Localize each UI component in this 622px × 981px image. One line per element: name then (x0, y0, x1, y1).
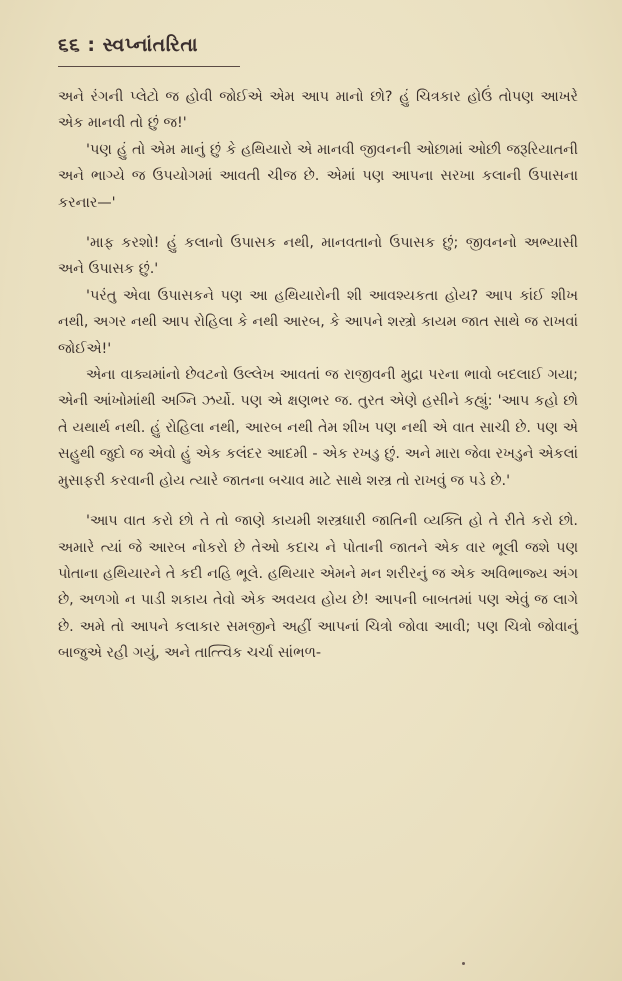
body-text (58, 84, 578, 667)
chapter-title: સ્વપ્નાંતરિતા (102, 34, 199, 56)
header-underline (58, 66, 240, 67)
header-separator: : (87, 34, 96, 56)
paragraph: અને રંગની પ્લેટો જ હોવી જોઈએ એમ આપ માનો છો? હું ચિત્રકાર હોઉં તોપણ આખરે એક માનવી તો છું જ!' (58, 89, 578, 132)
paragraph: 'આપ વાત કરો છો તે તો જાણે કાયમી શસ્ત્રધારી જાતિની વ્યક્તિ હો તે રીતે કરો છો. અમારે ત્યાં જે આરબ નોકરો છે તેઓ કદાચ ને પોતાની જાતને એક વાર ભૂલી જશે પણ પોતાના હથિયારને તે કદી નહિ ભૂલે. હથિયાર એમને મન શરીરનું જ એક અવિભાજ્ય અંગ છે, અળગો ન પાડી શકાય તેવો એક અવયવ હોય છે! આપની બાબતમાં પણ એવું જ લાગે છે. અમે તો આપને કલાકાર સમજીને અહીં આપનાં ચિત્રો જોવા આવી; પણ ચિત્રો જોવાનું બાજુએ રહી ગયું, અને તાત્ત્વિક ચર્ચા સાંભળ- (58, 513, 578, 662)
paragraph: 'માફ કરશો! હું કલાનો ઉપાસક નથી, માનવતાનો ઉપાસક છું; જીવનનો અભ્યાસી અને ઉપાસક છું.' (58, 235, 578, 278)
page-number: ૬૬ (58, 34, 81, 56)
paragraph: એના વાક્યમાંનો છેવટનો ઉલ્લેખ આવતાં જ રાજીવની મુદ્રા પરના ભાવો બદલાઈ ગયા; એની આંખોમાંથી અગ્નિ ઝર્યો. પણ એ ક્ષણભર જ. તુરત એણે હસીને કહ્યું: 'આપ કહો છો તે યથાર્થ નથી. હું રોહિલા નથી, આરબ નથી તેમ શીખ પણ નથી એ વાત સાચી છે. પણ એ સહુથી જુદો જ એવો હું એક કલંદર આદમી - એક રખડુ છું. અને મારા જેવા રખડુને એકલાં મુસાફરી કરવાની હોય ત્યારે જાતના બચાવ માટે સાથે શસ્ત્ર તો રાખવું જ પડે છે.' (58, 367, 578, 489)
paragraph: 'પરંતુ એવા ઉપાસકને પણ આ હથિયારોની શી આવશ્યકતા હોય? આપ કાંઈ શીખ નથી, અગર નથી આપ રોહિલા કે નથી આરબ, કે આપને શસ્ત્રો કાયમ જાત સાથે જ રાખવાં જોઈએ!' (58, 287, 578, 357)
paragraph: 'પણ હું તો એમ માનું છું કે હથિયારો એ માનવી જીવનની ઓછામાં ઓછી જરૂરિયાતની અને ભાગ્યે જ ઉપયોગમાં આવતી ચીજ છે. એમાં પણ આપના સરખા કલાની ઉપાસના કરનાર—' (58, 141, 578, 211)
running-header (58, 34, 198, 56)
ink-speck (462, 962, 465, 965)
